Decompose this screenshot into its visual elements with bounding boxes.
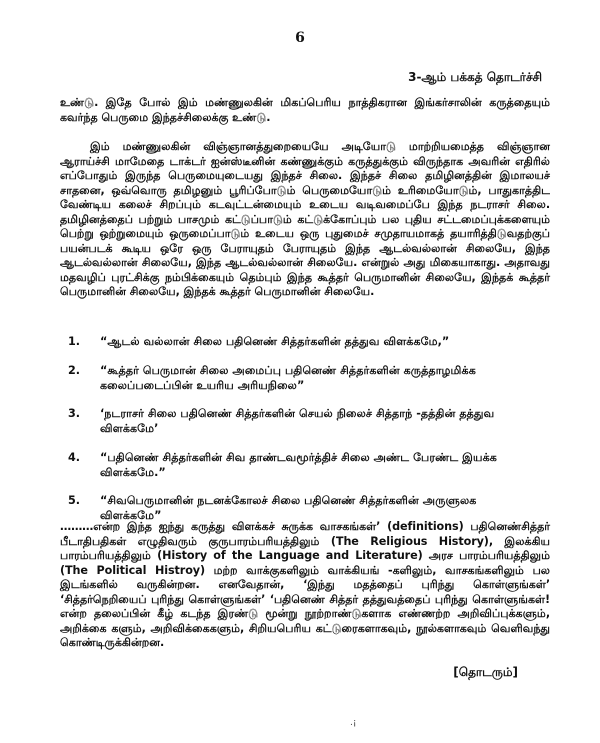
list-item-text: “சிவபெருமானின் நடனக்கோலச் சிலை பதினெண் சித்தர்களின் அருளுலக விளக்கமே”: [100, 494, 477, 522]
list-item-number: 2.: [68, 363, 81, 377]
paragraph-2: இம் மண்ணுலகின் விஞ்ஞானத்துறையையே அடியோடு மாற்றியமைத்த விஞ்ஞான ஆராய்ச்சி மாமேதை டாக்டர் ஐன்ஸ்டீனின் கண்ணுக்கும் கருத்துக்கும் விருந்தாக அவரின் எதிரில் எப்போதும் இருந்த பெருமையுடையது இந்தச் சிலை. இந்தச் சிலை தமிழினத்தின் இமாலயச் சாதனை, ஒவ்வொரு தமிழனும் பூரிப்போடும் பெருமையோடும் உரிமையோடும், பாதுகாத்திட வேண்டிய கலைச் சிறப்பும் கடவுட்டன்மையும் உடைய வடிவமைப்பே இந்த நடராசர் சிலை. தமிழினத்தைப் பற்றும் பாசமும் கட்டுப்பாடும் கட்டுக்கோப்பும் பல புதிய சட்டமைப்புக்களையும் பெற்று ஒற்றுமையும் ஒருமைப்பாடும் உடைய ஒரு புதுமைச் சமுதாயமாகத் தயாரித்திடுவதற்குப் பயன்படக் கூடிய ஒரே ஒரு பேராயுதம் பேராயுதம் இந்த ஆடல்வல்லான் சிலையே, இந்த ஆடல்வல்லான் சிலையே, இந்த ஆடல்வல்லான் சிலையே. என்றுல் அது மிகையாகாது. அதாவது மதவழிப் புரட்சிக்கு நம்பிக்கையும் தெம்பும் இந்த கூத்தர் பெருமானின் சிலையே, இந்தக் கூத்தர் பெருமானின் சிலையே, இந்தக் கூத்தர் பெருமானின் சிலையே.: [60, 140, 550, 298]
list-item-text: “ஆடல் வல்லான் சிலை பதினெண் சித்தர்களின் தத்துவ விளக்கமே,”: [100, 335, 450, 348]
list-item: [68, 334, 508, 349]
list-item: [68, 406, 508, 436]
list-item-number: 5.: [68, 494, 81, 507]
paragraph-1: உண்டு. இதே போல் இம் மண்ணுலகின் மிகப்பெரிய நாத்திகரான இங்கர்சாலின் கருத்தையும் கவர்ந்த பெருமை இந்தச்சிலைக்கு உண்டு.: [60, 96, 550, 124]
scan-speck: .¡: [350, 718, 357, 728]
list-item: [68, 450, 508, 480]
definition-list: [68, 334, 508, 537]
list-item-number: 3.: [68, 407, 81, 420]
list-item: [68, 493, 508, 523]
list-item-number: 4.: [68, 450, 81, 464]
list-item-number: 1.: [68, 335, 81, 348]
continuation-note: 3-ஆம் பக்கத் தொடர்ச்சி: [408, 70, 542, 84]
list-item-text: “பதினெண் சித்தர்களின் சிவ தாண்டவமூர்த்திச் சிலை அண்ட பேரண்ட இயக்க விளக்கமே.”: [100, 450, 497, 479]
to-be-continued: [தொடரும்]: [453, 665, 518, 679]
paragraph-3: ………என்ற இந்த ஐந்து கருத்து விளக்கச் சுருக்க வாசகங்கள்’ (definitions) பதினெண்சித்தர் பீடாதிபதிகள் எழுதிவரும் குருபாரம்பரியத்திலும் (The Religious History), இலக்கிய பாரம்பரியத்திலும் (History of the Language and Literature) அரச பாரம்பரியத்திலும் (The Political Histroy) மற்ற வாக்குகளிலும் வாக்கியங் -களிலும், வாசகங்களிலும் பல இடங்களில் வருகின்றன. எனவேதான், ‘இந்து மதத்தைப் புரிந்து கொள்ளுங்கள்’ ‘சித்தர்நெறியைப் புரிந்து கொள்ளுங்கள்’ ‘பதினெண் சித்தர் தத்துவத்தைப் புரிந்து கொள்ளுங்கள்! என்ற தலைப்பின் கீழ் கடந்த இரண்டு மூன்று நூற்றாண்டுகளாக எண்ணற்ற அறிவிப்புக்களும், அறிக்கை களும், அறிவிக்கைகளும், சிறியபெரிய கட்டுரைகளாகவும், நூல்களாகவும் வெளிவந்து கொண்டிருக்கின்றன.: [60, 520, 550, 649]
list-item-text: “கூத்தர் பெருமான் சிலை அமைப்பு பதினெண் சித்தர்களின் கருத்தாழமிக்க கலைப்படைப்பின் உயரிய அரியநிலை”: [100, 363, 476, 392]
list-item: [68, 363, 508, 393]
list-item-text: ‘நடராசர் சிலை பதினெண் சித்தர்களின் செயல் நிலைச் சித்தாந் -தத்தின் தத்துவ விளக்கமே’: [100, 407, 495, 435]
page-number: 6: [295, 30, 305, 46]
